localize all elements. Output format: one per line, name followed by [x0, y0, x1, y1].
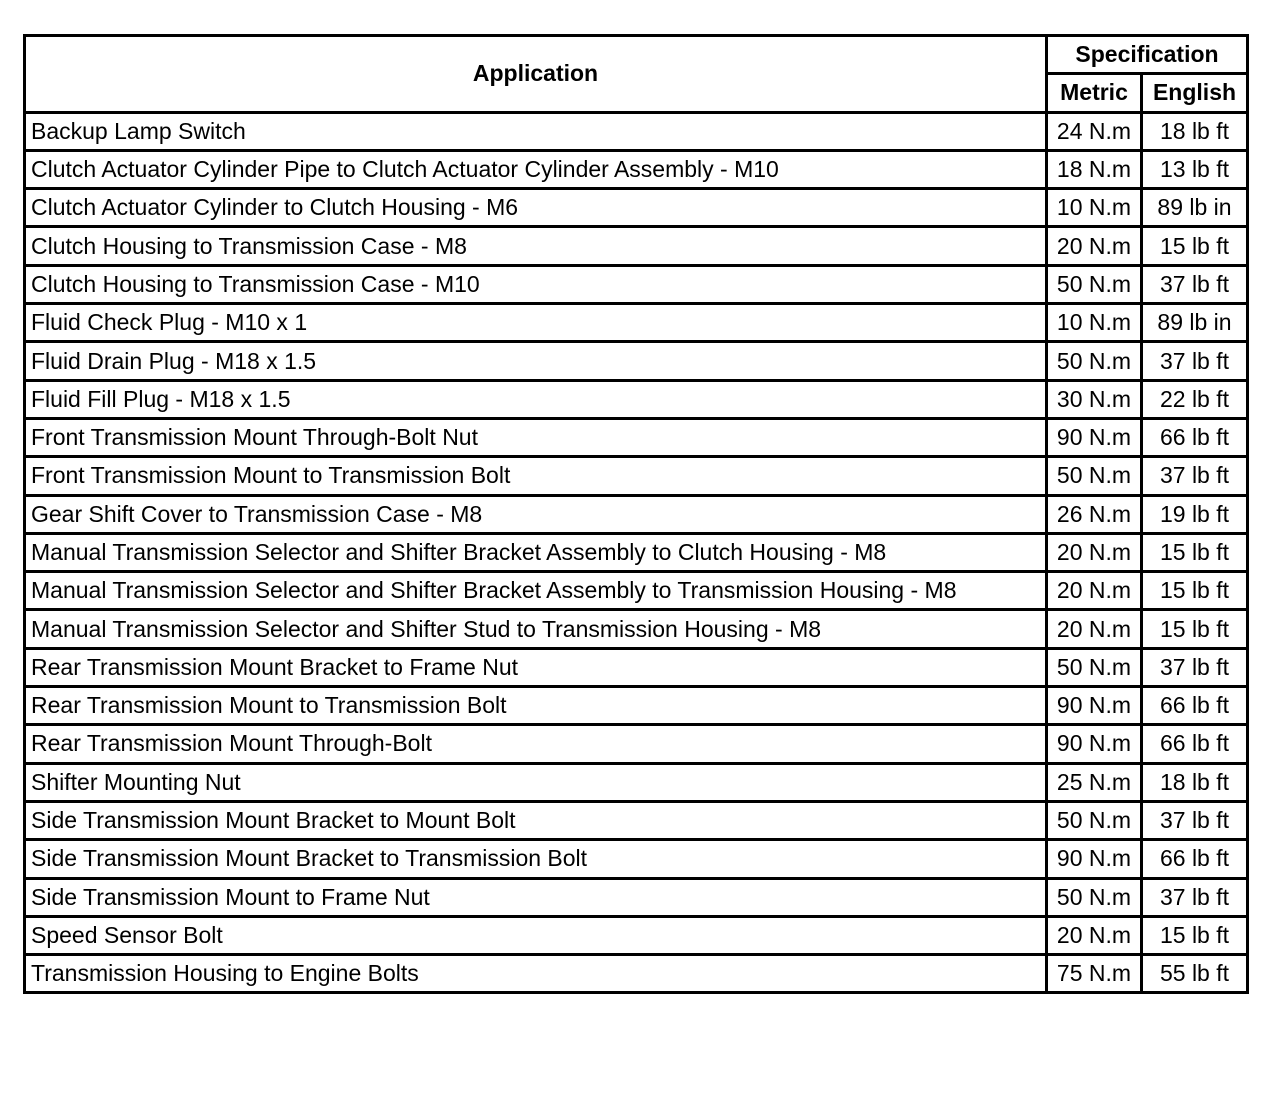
application-cell: Gear Shift Cover to Transmission Case - M8	[25, 495, 1047, 533]
table-row	[25, 150, 1248, 188]
table-row	[25, 112, 1248, 150]
metric-cell: 90 N.m	[1047, 725, 1142, 763]
application-cell: Side Transmission Mount to Frame Nut	[25, 878, 1047, 916]
metric-cell: 18 N.m	[1047, 150, 1142, 188]
table-row	[25, 878, 1248, 916]
table-row	[25, 304, 1248, 342]
metric-header: Metric	[1047, 74, 1142, 112]
english-cell: 89 lb in	[1142, 304, 1248, 342]
application-header: Application	[25, 36, 1047, 113]
metric-cell: 25 N.m	[1047, 763, 1142, 801]
application-cell: Manual Transmission Selector and Shifter Bracket Assembly to Clutch Housing - M8	[25, 533, 1047, 571]
english-cell: 22 lb ft	[1142, 380, 1248, 418]
application-cell: Clutch Actuator Cylinder to Clutch Housing - M6	[25, 189, 1047, 227]
table-row	[25, 763, 1248, 801]
table-row	[25, 801, 1248, 839]
table-row	[25, 610, 1248, 648]
table-row	[25, 916, 1248, 954]
application-cell: Rear Transmission Mount Bracket to Frame Nut	[25, 648, 1047, 686]
english-header: English	[1142, 74, 1248, 112]
application-cell: Manual Transmission Selector and Shifter Stud to Transmission Housing - M8	[25, 610, 1047, 648]
metric-cell: 20 N.m	[1047, 610, 1142, 648]
english-cell: 66 lb ft	[1142, 687, 1248, 725]
table-row	[25, 687, 1248, 725]
specification-header: Specification	[1047, 36, 1248, 74]
application-cell: Clutch Housing to Transmission Case - M8	[25, 227, 1047, 265]
application-cell: Fluid Check Plug - M10 x 1	[25, 304, 1047, 342]
metric-cell: 50 N.m	[1047, 878, 1142, 916]
english-cell: 66 lb ft	[1142, 725, 1248, 763]
torque-spec-table	[23, 34, 1249, 994]
table-row	[25, 227, 1248, 265]
metric-cell: 50 N.m	[1047, 265, 1142, 303]
application-cell: Rear Transmission Mount to Transmission Bolt	[25, 687, 1047, 725]
metric-cell: 20 N.m	[1047, 916, 1142, 954]
table-body	[25, 112, 1248, 993]
application-cell: Front Transmission Mount to Transmission Bolt	[25, 457, 1047, 495]
metric-cell: 20 N.m	[1047, 227, 1142, 265]
english-cell: 15 lb ft	[1142, 227, 1248, 265]
metric-cell: 50 N.m	[1047, 648, 1142, 686]
english-cell: 37 lb ft	[1142, 457, 1248, 495]
application-cell: Transmission Housing to Engine Bolts	[25, 955, 1047, 993]
table-row	[25, 725, 1248, 763]
table-row	[25, 648, 1248, 686]
english-cell: 37 lb ft	[1142, 265, 1248, 303]
table-row	[25, 342, 1248, 380]
table-row	[25, 189, 1248, 227]
english-cell: 18 lb ft	[1142, 112, 1248, 150]
english-cell: 37 lb ft	[1142, 878, 1248, 916]
english-cell: 15 lb ft	[1142, 533, 1248, 571]
application-cell: Rear Transmission Mount Through-Bolt	[25, 725, 1047, 763]
application-cell: Side Transmission Mount Bracket to Mount Bolt	[25, 801, 1047, 839]
application-cell: Fluid Drain Plug - M18 x 1.5	[25, 342, 1047, 380]
metric-cell: 50 N.m	[1047, 342, 1142, 380]
application-cell: Speed Sensor Bolt	[25, 916, 1047, 954]
table-row	[25, 572, 1248, 610]
application-cell: Clutch Actuator Cylinder Pipe to Clutch Actuator Cylinder Assembly - M10	[25, 150, 1047, 188]
english-cell: 66 lb ft	[1142, 840, 1248, 878]
application-cell: Backup Lamp Switch	[25, 112, 1047, 150]
application-cell: Front Transmission Mount Through-Bolt Nut	[25, 418, 1047, 456]
table-row	[25, 265, 1248, 303]
metric-cell: 90 N.m	[1047, 687, 1142, 725]
metric-cell: 75 N.m	[1047, 955, 1142, 993]
metric-cell: 10 N.m	[1047, 189, 1142, 227]
metric-cell: 20 N.m	[1047, 572, 1142, 610]
metric-cell: 90 N.m	[1047, 418, 1142, 456]
metric-cell: 50 N.m	[1047, 457, 1142, 495]
metric-cell: 90 N.m	[1047, 840, 1142, 878]
header-row-top	[25, 36, 1248, 74]
english-cell: 66 lb ft	[1142, 418, 1248, 456]
table-row	[25, 955, 1248, 993]
metric-cell: 10 N.m	[1047, 304, 1142, 342]
english-cell: 89 lb in	[1142, 189, 1248, 227]
table-row	[25, 457, 1248, 495]
application-cell: Manual Transmission Selector and Shifter Bracket Assembly to Transmission Housing - M8	[25, 572, 1047, 610]
metric-cell: 24 N.m	[1047, 112, 1142, 150]
metric-cell: 20 N.m	[1047, 533, 1142, 571]
application-cell: Fluid Fill Plug - M18 x 1.5	[25, 380, 1047, 418]
english-cell: 55 lb ft	[1142, 955, 1248, 993]
english-cell: 18 lb ft	[1142, 763, 1248, 801]
english-cell: 19 lb ft	[1142, 495, 1248, 533]
application-cell: Side Transmission Mount Bracket to Transmission Bolt	[25, 840, 1047, 878]
english-cell: 37 lb ft	[1142, 648, 1248, 686]
table-row	[25, 840, 1248, 878]
table-row	[25, 495, 1248, 533]
application-cell: Clutch Housing to Transmission Case - M10	[25, 265, 1047, 303]
english-cell: 37 lb ft	[1142, 801, 1248, 839]
application-cell: Shifter Mounting Nut	[25, 763, 1047, 801]
table-row	[25, 380, 1248, 418]
table-row	[25, 533, 1248, 571]
metric-cell: 26 N.m	[1047, 495, 1142, 533]
english-cell: 15 lb ft	[1142, 610, 1248, 648]
english-cell: 37 lb ft	[1142, 342, 1248, 380]
metric-cell: 50 N.m	[1047, 801, 1142, 839]
metric-cell: 30 N.m	[1047, 380, 1142, 418]
english-cell: 15 lb ft	[1142, 916, 1248, 954]
english-cell: 15 lb ft	[1142, 572, 1248, 610]
english-cell: 13 lb ft	[1142, 150, 1248, 188]
table-header	[25, 36, 1248, 113]
table-row	[25, 418, 1248, 456]
